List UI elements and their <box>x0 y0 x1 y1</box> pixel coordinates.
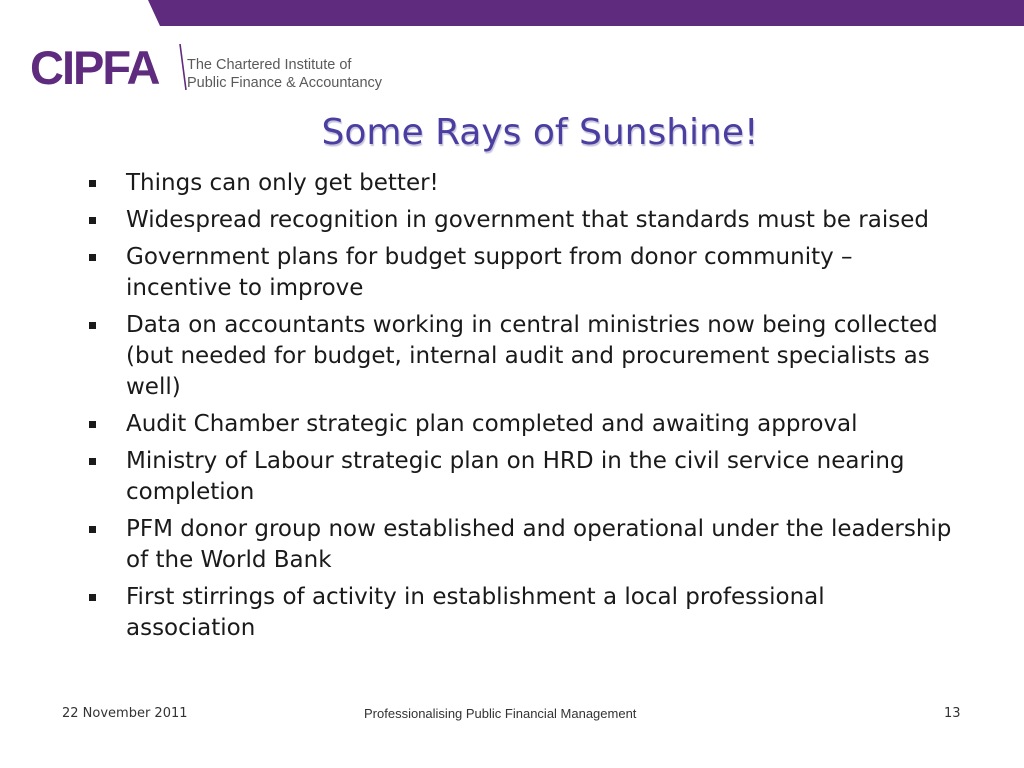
square-bullet-icon <box>89 322 96 329</box>
bullet-list <box>86 168 956 650</box>
square-bullet-icon <box>89 458 96 465</box>
bullet-text: Widespread recognition in government that standards must be raised <box>126 207 929 233</box>
bullet-item <box>86 514 956 576</box>
footer-page-number: 13 <box>944 706 961 721</box>
bullet-item <box>86 446 956 508</box>
bullet-text: Ministry of Labour strategic plan on HRD in the civil service nearing completion <box>126 448 905 505</box>
bullet-text: PFM donor group now established and operational under the leadership of the World Bank <box>126 516 952 573</box>
logo-wordmark: CIPFA <box>30 41 159 94</box>
bullet-item <box>86 242 956 304</box>
footer-presentation-title: Professionalising Public Financial Management <box>364 706 637 721</box>
bullet-item <box>86 409 956 440</box>
bullet-item <box>86 168 956 199</box>
bullet-text: Things can only get better! <box>126 170 439 196</box>
bullet-item <box>86 582 956 644</box>
bullet-item <box>86 205 956 236</box>
top-banner-band <box>0 0 1024 26</box>
square-bullet-icon <box>89 180 96 187</box>
square-bullet-icon <box>89 594 96 601</box>
bullet-text: Data on accountants working in central ministries now being collected (but needed for budget, internal audit and procurement specialists as well) <box>126 312 938 400</box>
slide-title: Some Rays of Sunshine! <box>321 112 759 153</box>
bullet-text: Audit Chamber strategic plan completed and awaiting approval <box>126 411 858 437</box>
logo-tagline <box>187 56 382 92</box>
logo-tagline-line2: Public Finance & Accountancy <box>187 75 383 91</box>
square-bullet-icon <box>89 217 96 224</box>
bullet-text: Government plans for budget support from donor community – incentive to improve <box>126 244 853 301</box>
bullet-item <box>86 310 956 403</box>
square-bullet-icon <box>89 526 96 533</box>
footer-date: 22 November 2011 <box>62 706 188 721</box>
square-bullet-icon <box>89 254 96 261</box>
bullet-text: First stirrings of activity in establishment a local professional association <box>126 584 825 641</box>
square-bullet-icon <box>89 421 96 428</box>
logo-tagline-line1: The Chartered Institute of <box>187 57 352 73</box>
